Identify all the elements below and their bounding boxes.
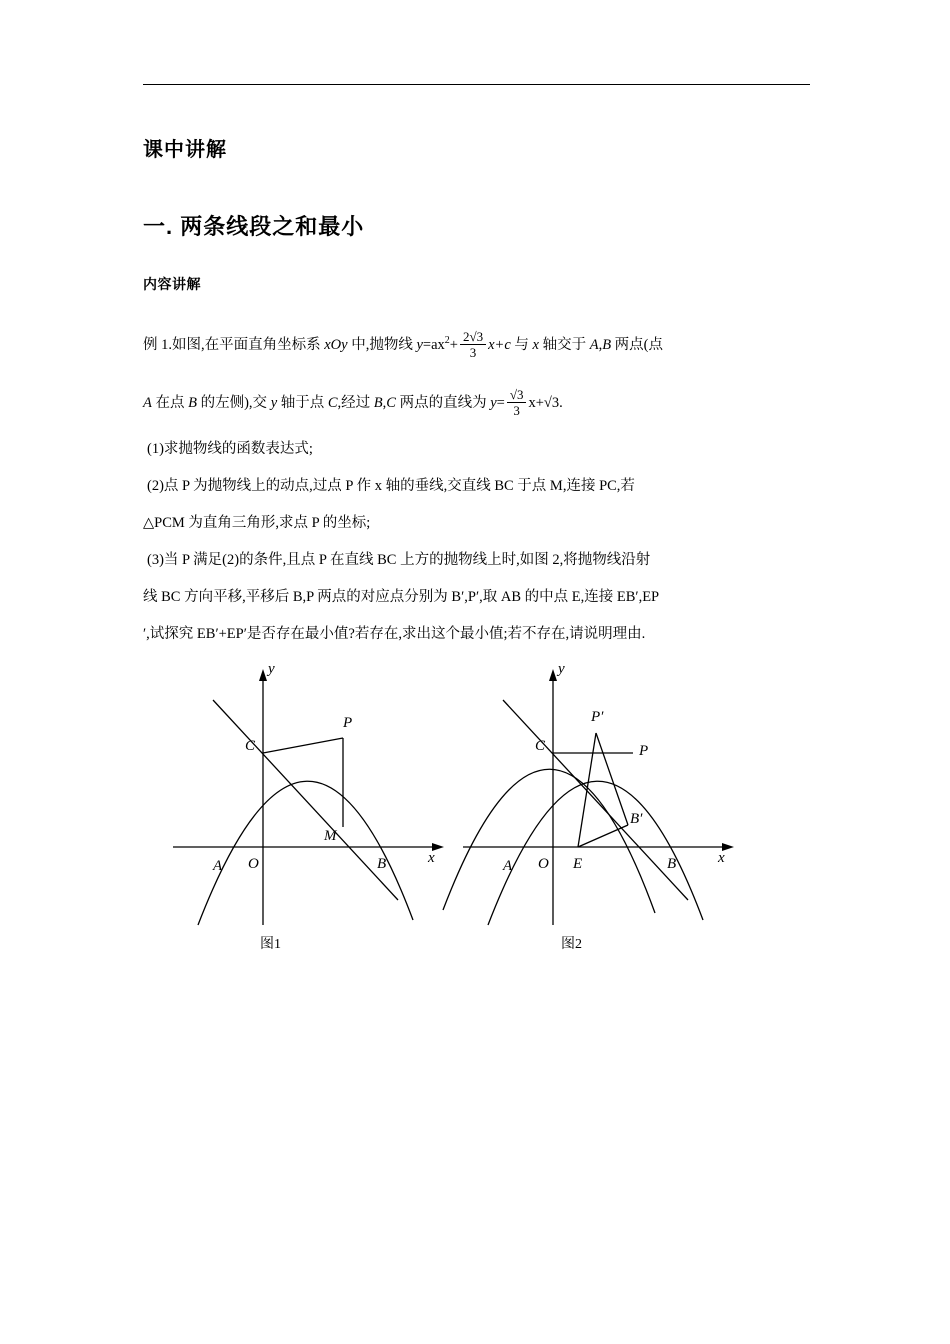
problem-text-2period: . xyxy=(559,394,563,411)
page-title: 课中讲解 xyxy=(143,139,227,161)
fig2-label-y: y xyxy=(558,661,565,677)
figure-1 xyxy=(173,661,444,925)
fig1-label-P: P xyxy=(343,715,353,731)
fraction-2root3-over-3 xyxy=(460,329,486,360)
problem-text-1a: 例 1.如图,在平面直角坐标系 xyxy=(143,336,325,353)
fig2-label-O: O xyxy=(538,856,549,872)
fraction-root3-over-3 xyxy=(507,387,527,418)
problem-line-1 xyxy=(143,330,823,361)
problem-text-2d: 的左侧),交 xyxy=(196,394,271,411)
fig2-label-A: A xyxy=(503,858,513,874)
problem-text-2g: , xyxy=(382,394,387,411)
problem-text-2b: 在点 xyxy=(151,394,189,411)
question-3-cont: 线 BC 方向平移,平移后 B,P 两点的对应点分别为 B′,P′,取 AB 的中点 E,连接 EB′,EP xyxy=(143,589,660,605)
problem-text-eq1: =ax xyxy=(422,336,445,353)
fig1-label-B: B xyxy=(377,856,387,872)
problem-text-comma: , xyxy=(598,336,603,353)
header-rule xyxy=(143,84,810,85)
figures-container xyxy=(143,655,810,955)
fig2-label-P-prime: P′ xyxy=(591,709,604,725)
figure-1-caption: 图1 xyxy=(260,937,281,952)
figure-2 xyxy=(443,661,734,925)
question-2-cont: △PCM 为直角三角形,求点 P 的坐标; xyxy=(143,515,371,531)
fig1-label-y: y xyxy=(268,661,275,677)
fig2-label-E: E xyxy=(573,856,583,872)
fig1-label-C: C xyxy=(245,738,256,754)
problem-text-2h: 两点的直线为 xyxy=(395,394,491,411)
problem-text-2y2: y xyxy=(490,394,497,411)
problem-text-B: B xyxy=(602,336,612,353)
fraction-numerator: 2√3 xyxy=(462,329,484,344)
fraction2-denominator: 3 xyxy=(507,402,527,418)
question-2: (2)点 P 为抛物线上的动点,过点 P 作 x 轴的垂线,交直线 BC 于点 M,连接 PC,若 xyxy=(147,478,635,494)
problem-text-2c: B xyxy=(188,394,197,411)
problem-text-1e: 两点(点 xyxy=(611,336,664,353)
fig1-label-x: x xyxy=(428,850,435,866)
figure-2-caption: 图2 xyxy=(561,937,582,952)
problem-text-1c: 与 xyxy=(510,336,533,353)
subsection-heading: 内容讲解 xyxy=(143,276,201,292)
problem-text-y: y xyxy=(416,336,423,353)
problem-text-2eq: = xyxy=(496,394,505,411)
problem-text-x: x xyxy=(532,336,539,353)
problem-text-1b: 中,抛物线 xyxy=(347,336,417,353)
problem-text-A: A xyxy=(589,336,599,353)
fig2-label-B-prime: B′ xyxy=(630,811,643,827)
problem-text-2a: A xyxy=(143,394,152,411)
fig1-label-M: M xyxy=(324,828,337,844)
problem-text-xc: x+c xyxy=(488,336,511,353)
problem-text-2C2: C xyxy=(386,394,396,411)
question-3: (3)当 P 满足(2)的条件,且点 P 在直线 BC 上方的抛物线上时,如图 2,将抛物线沿射 xyxy=(147,552,651,568)
fig1-label-A: A xyxy=(213,858,223,874)
fig2-label-B: B xyxy=(667,856,677,872)
question-1: (1)求抛物线的函数表达式; xyxy=(147,441,313,457)
problem-text-2e: 轴于点 xyxy=(277,394,328,411)
problem-text-2tail: x+√3 xyxy=(528,394,560,411)
question-3-cont2: ′,试探究 EB′+EP′是否存在最小值?若存在,求出这个最小值;若不存在,请说明理由. xyxy=(143,626,646,642)
fraction2-numerator: √3 xyxy=(509,387,524,402)
fraction-denominator: 3 xyxy=(460,344,486,360)
problem-text-plus: + xyxy=(449,336,458,353)
section-heading: 一. 两条线段之和最小 xyxy=(143,214,365,239)
fig2-label-x: x xyxy=(718,850,725,866)
problem-text-sup: 2 xyxy=(444,335,450,346)
problem-text-2y: y xyxy=(270,394,278,411)
problem-text-1d: 轴交于 xyxy=(538,336,590,353)
problem-line-2 xyxy=(143,388,823,419)
figures-svg xyxy=(143,655,810,955)
problem-text-2f: ,经过 xyxy=(337,394,374,411)
problem-text-2B: B xyxy=(373,394,383,411)
fig2-label-C: C xyxy=(535,738,546,754)
fig2-label-P: P xyxy=(639,743,649,759)
problem-text-2C: C xyxy=(327,394,338,411)
problem-text-xoy: xOy xyxy=(324,336,348,353)
fig1-label-O: O xyxy=(248,856,259,872)
